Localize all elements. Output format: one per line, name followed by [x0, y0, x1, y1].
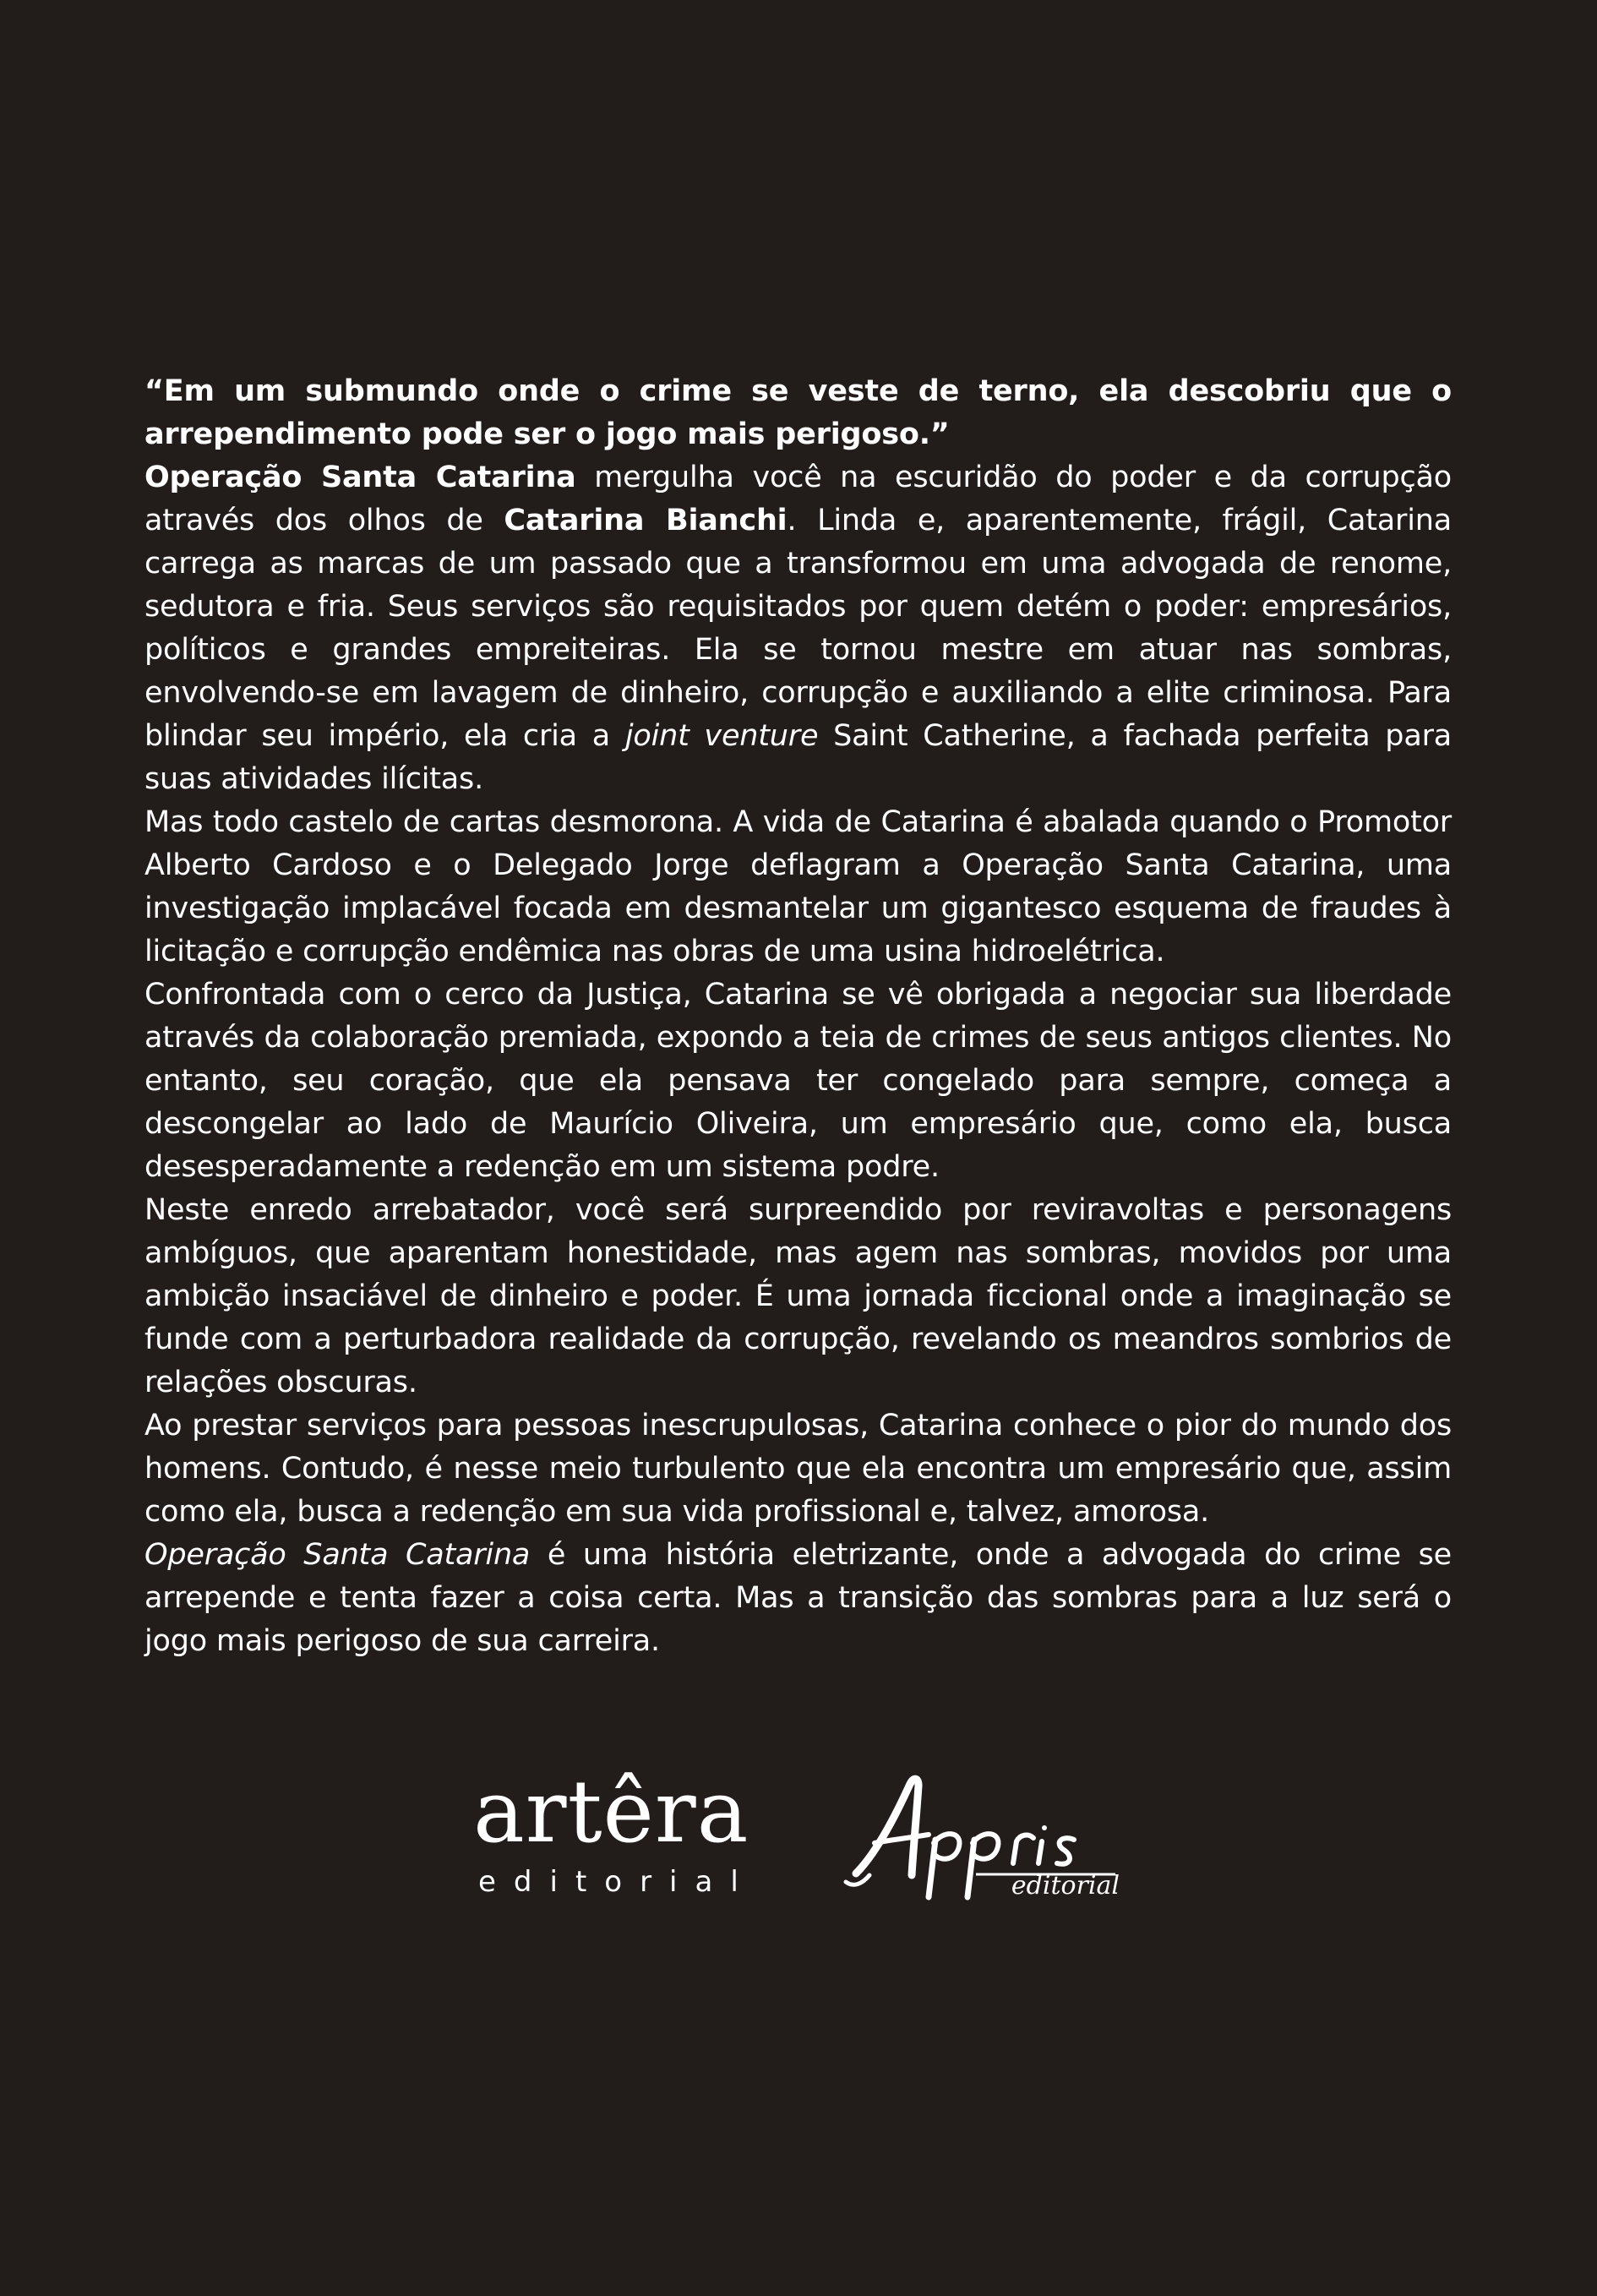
artera-subtitle: editorial [478, 1865, 756, 1899]
synopsis-paragraph-1: Operação Santa Catarina mergulha você na escuridão do poder e da corrupção através dos olhos de Catarina Bianchi. Linda e, aparentemente, frágil, Catarina carrega as marcas de um passado que a transformou em uma advogada de renome, sedutora e fria. Seus serviços são requisitados por quem detém o poder: empresários, políticos e grandes empreiteiras. Ela se tornou mestre em atuar nas sombras, envolvendo-se em lavagem de dinheiro, corrupção e auxiliando a elite criminosa. Para blindar seu império, ela cria a joint venture Saint Catherine, a fachada perfeita para suas atividades ilícitas. [144, 461, 1453, 796]
italic-term: joint venture [624, 719, 819, 753]
tagline: “Em um submundo onde o crime se veste de terno, ela descobriu que o arrependimento pode ser o jogo mais perigoso.” [144, 374, 1452, 451]
synopsis [144, 370, 1452, 1663]
synopsis-paragraph-3: Confrontada com o cerco da Justiça, Catarina se vê obrigada a negociar sua liberdade através da colaboração premiada, expondo a teia de crimes de seus antigos clientes. No entanto, seu coração, que ela pensava ter congelado para sempre, começa a descongelar ao lado de Maurício Oliveira, um empresário que, como ela, busca desesperadamente a redenção em um sistema podre. [144, 978, 1452, 1184]
synopsis-paragraph-5: Ao prestar serviços para pessoas inescrupulosas, Catarina conhece o pior do mundo dos homens. Contudo, é nesse meio turbulento que ela encontra um empresário que, assim como ela, busca a redenção em sua vida profissional e, talvez, amorosa. [144, 1409, 1452, 1529]
synopsis-paragraph-4: Neste enredo arrebatador, você será surpreendido por reviravoltas e personagens ambíguos, que aparentam honestidade, mas agem nas sombras, movidos por uma ambição insaciável de dinheiro e poder. É uma jornada ficcional onde a imaginação se funde com a perturbadora realidade da corrupção, revelando os meandros sombrios de relações obscuras. [144, 1193, 1452, 1399]
synopsis-paragraph-6: Operação Santa Catarina é uma história eletrizante, onde a advogada do crime se arrepende e tenta fazer a coisa certa. Mas a transição das sombras para a luz será o jogo mais perigoso de sua carreira. [144, 1538, 1452, 1658]
appris-subtitle: editorial [1011, 1871, 1120, 1901]
book-title: Operação Santa Catarina [144, 461, 576, 494]
book-title-italic: Operação Santa Catarina [144, 1538, 531, 1572]
synopsis-paragraph-2: Mas todo castelo de cartas desmorona. A vida de Catarina é abalada quando o Promotor Alberto Cardoso e o Delegado Jorge deflagram a Operação Santa Catarina, uma investigação implacável focada em desmantelar um gigantesco esquema de fraudes à licitação e corrupção endêmica nas obras de uma usina hidroelétrica. [144, 805, 1452, 968]
appris-logo [841, 1762, 1128, 1906]
protagonist-name: Catarina Bianchi [504, 504, 788, 537]
artera-wordmark: artêra [473, 1762, 749, 1862]
publisher-logos [473, 1762, 1132, 1931]
